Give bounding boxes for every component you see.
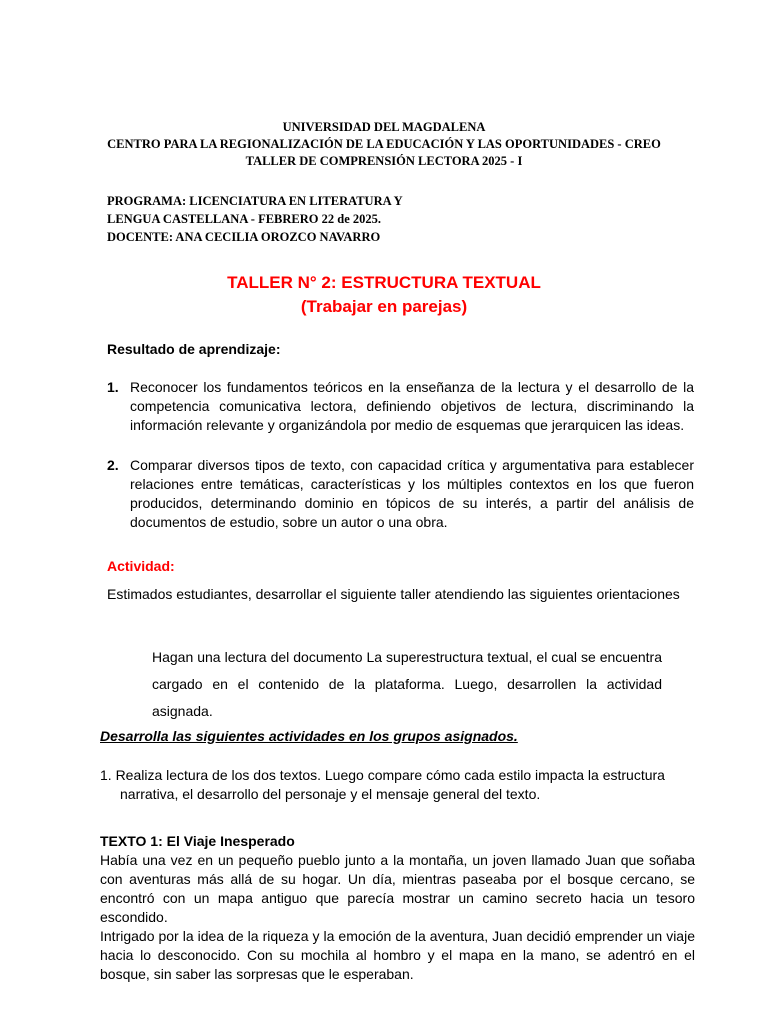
program-line-2: LENGUA CASTELLANA - FEBRERO 22 de 2025. bbox=[107, 212, 381, 226]
learning-item-1-text: Reconocer los fundamentos teóricos en la enseñanza de la lectura y el desarrollo de la competencia comunicativa lectora, definiendo objetivos de lectura, discriminando la información relevante y organizándola por medio de esquemas que jerarquicen las ideas. bbox=[130, 379, 694, 433]
center-name: CENTRO PARA LA REGIONALIZACIÓN DE LA EDUCACIÓN Y LAS OPORTUNIDADES - CREO bbox=[107, 137, 661, 151]
learning-heading: Resultado de aprendizaje: bbox=[107, 341, 281, 357]
workshop-subtitle: (Trabajar en parejas) bbox=[300, 297, 468, 316]
learning-item-2-number: 2. bbox=[107, 457, 119, 473]
workshop-name: TALLER DE COMPRENSIÓN LECTORA 2025 - I bbox=[245, 154, 523, 168]
university-name: UNIVERSIDAD DEL MAGDALENA bbox=[282, 120, 486, 134]
activity-instruction: Hagan una lectura del documento La superestructura textual, el cual se encuentra cargado en el contenido de la plataforma. Luego, desarrollen la actividad asignada. bbox=[152, 649, 662, 719]
text1-title: TEXTO 1: El Viaje Inesperado bbox=[100, 833, 295, 849]
activity-intro: Estimados estudiantes, desarrollar el siguiente taller atendiendo las siguientes orientaciones bbox=[107, 586, 680, 602]
text1-paragraph-2: Intrigado por la idea de la riqueza y la emoción de la aventura, Juan decidió emprender un viaje hacia lo desconocido. Con su mochila al hombro y el mapa en la mano, se adentró en el bosque, sin saber las sorpresas que le esperaban. bbox=[100, 928, 695, 982]
groups-heading: Desarrolla las siguientes actividades en los grupos asignados. bbox=[100, 728, 518, 744]
learning-item-1-number: 1. bbox=[107, 379, 119, 395]
teacher-line: DOCENTE: ANA CECILIA OROZCO NAVARRO bbox=[107, 230, 381, 244]
program-line-1: PROGRAMA: LICENCIATURA EN LITERATURA Y bbox=[107, 194, 403, 208]
workshop-title: TALLER N° 2: ESTRUCTURA TEXTUAL bbox=[227, 273, 541, 292]
learning-item-2-text: Comparar diversos tipos de texto, con capacidad crítica y argumentativa para establecer relaciones entre temáticas, características y los múltiples contextos en los que fueron producidos, determinando dominio en tópicos de su interés, a partir del análisis de documentos de estudio, sobre un autor o una obra. bbox=[130, 457, 694, 530]
text1-paragraph-1: Había una vez en un pequeño pueblo junto a la montaña, un joven llamado Juan que soñaba con aventuras más allá de su hogar. Un día, mientras paseaba por el bosque cercano, se encontró con un mapa antiguo que parecía mostrar un camino secreto hacia un tesoro escondido. bbox=[100, 852, 695, 925]
activity-heading: Actividad: bbox=[107, 558, 175, 574]
task-1: 1. Realiza lectura de los dos textos. Luego compare cómo cada estilo impacta la estructura narrativa, el desarrollo del personaje y el mensaje general del texto. bbox=[100, 767, 665, 802]
